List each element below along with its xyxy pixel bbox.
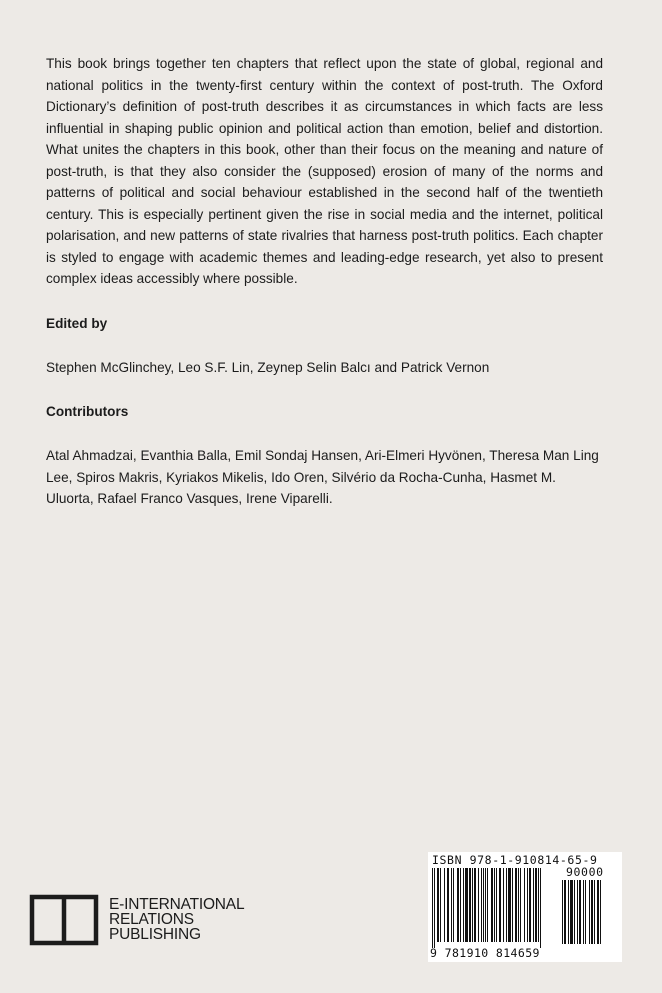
publisher-name [109,897,244,942]
barcode-bar [512,868,513,942]
barcode-bar [437,868,439,942]
barcode-bar [469,868,471,942]
barcode-addon-digits: 90000 [566,865,604,879]
barcode-bar [518,868,519,942]
barcode-bar [515,868,517,942]
barcode-bar [524,868,525,942]
barcode-bar [562,880,563,944]
barcode-bar [579,880,581,944]
barcode-bar [496,868,497,942]
barcode-bar [535,868,537,942]
barcode-bar [568,880,569,944]
back-cover-text [46,53,603,510]
barcode-bar [451,868,452,942]
barcode-bar [463,868,464,942]
barcode-bar [481,868,482,942]
book-description: This book brings together ten chapters that reflect upon the state of global, regional and national politics in the twenty-first century within the context of post-truth. The Oxford Dictionary’s definition of post-truth describes it as circumstances in which facts are less influential in shaping public opinion and political action than emotion, belief and distortion. What unites the chapters in this book, other than their focus on the meaning and nature of post-truth, is that they also consider the (supposed) erosion of many of the norms and patterns of political and social behaviour established in the second half of the twentieth century. This is especially pertinent given the rise in social media and the internet, political polarisation, and new patterns of state rivalries that harness post-truth politics. Each chapter is styled to engage with academic themes and leading-edge research, yet also to present complex ideas accessibly where possible. [46,56,603,286]
barcode-bar [594,880,595,944]
barcode-bar [577,880,578,944]
publisher-name-line1: E-INTERNATIONAL [109,895,245,913]
barcode-bar [440,868,441,942]
barcode-bar [597,880,599,944]
editors-list: Stephen McGlinchey, Leo S.F. Lin, Zeynep Selin Balcı and Patrick Vernon [46,359,490,375]
barcode-bar [483,868,484,942]
isbn-barcode [428,852,622,962]
barcode-bar [499,868,501,942]
barcode-bar [460,868,461,942]
barcode-ean-digits: 9 781910 814659 [430,946,540,960]
contributors-list: Atal Ahmadzai, Evanthia Balla, Emil Sondaj Hansen, Ari-Elmeri Hyvönen, Theresa Man Ling Lee, Spiros Makris, Kyriakos Mikelis, Ido Oren, Silvério da Rocha-Cunha, Hasmet M. Uluorta, Rafael Franco Vasques, Irene Viparelli. [46,448,599,506]
publisher-logo [29,890,244,948]
barcode-bar [600,880,601,944]
barcode-bar [491,868,493,942]
edited-by-heading: Edited by [46,315,108,331]
publisher-name-line3: PUBLISHING [109,925,201,943]
barcode-bar [444,868,445,942]
barcode-bar [434,868,435,948]
barcode-bar [503,868,504,942]
barcode-addon-bars [562,880,618,946]
open-book-icon [29,890,99,948]
barcode-bar [527,868,528,942]
barcode-bar [478,868,479,942]
barcode-bar [574,880,575,944]
barcode-bar [494,868,495,942]
contributors-heading: Contributors [46,404,129,419]
barcode-bar [589,880,590,944]
barcode-bar [520,868,521,942]
barcode-bar [457,868,459,942]
barcode-bar [506,868,507,942]
barcode-bar [474,868,476,942]
barcode-bar [533,868,534,942]
barcode-bar [487,868,488,942]
isbn-label: ISBN 978-1-910814-65-9 [432,853,598,867]
barcode-bar [465,868,468,942]
barcode-bar [591,880,593,944]
barcode-bar [564,880,566,944]
barcode-bar [540,868,541,948]
barcode-bars [432,868,558,948]
barcode-bar [432,868,433,948]
barcode-bar [508,868,511,942]
barcode-bar [585,880,586,944]
barcode-bar [453,868,454,942]
barcode-bar [472,868,473,942]
barcode-bar [447,868,449,942]
barcode-bar [529,868,531,942]
barcode-bar [538,868,539,942]
barcode-bar [485,868,486,942]
barcode-bar [583,880,584,944]
barcode-bar [570,880,573,944]
publisher-name-line2: RELATIONS [109,910,194,928]
